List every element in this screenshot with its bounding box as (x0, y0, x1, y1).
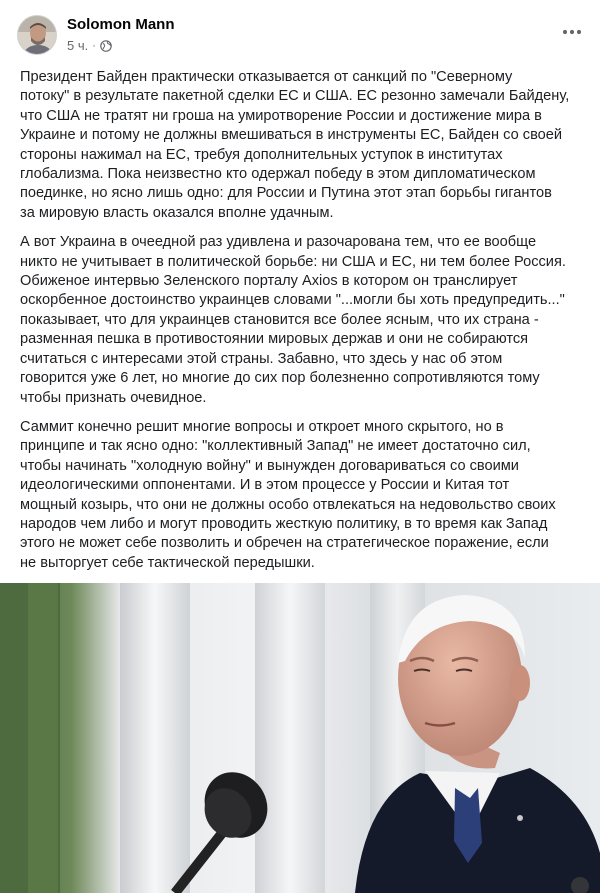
post-photo[interactable] (0, 583, 600, 893)
post-meta (67, 38, 112, 53)
post-text (20, 68, 592, 583)
post-header (0, 0, 600, 68)
author-name[interactable]: Solomon Mann (67, 16, 175, 33)
post-time[interactable]: 5 ч. (67, 38, 89, 53)
post-paragraph-1: Президент Байден практически отказывается от санкций по "Северному потоку" в результате пакетной сделки ЕС и США. ЕС резонно замечали Байдену, что США не тратят ни гроша на умиротворение России и достижение мира в Украине и потому не должны вмешиваться в инструменты ЕС, Байден со своей стороны нажимал на ЕС, требуя дополнительных уступок в институтах глобализма. Пока неизвестно кто одержал победу в этом дипломатическом поединке, но ясно лишь одно: для России и Путина этот этап борьбы гигантов за мировую власть оказался вполне удачным. (20, 69, 570, 221)
post-paragraph-3: Саммит конечно решит многие вопросы и откроет много скрытого, но в принципе и так ясно одно: "коллективный Запад" не имеет достаточно сил, чтобы начинать "холодную войну" и вынужден договариваться со своими идеологическими оппонентами. И в этом процессе у России и Китая тот мощный козырь, что они не должны особо отвлекаться на недовольство своих народов чем либо и могут проводить жесткую политику, в то время как Запад этого не может себе позволить и обречен на стратегическое поражение, если не выторгует себе тактической передышки. (20, 418, 556, 571)
avatar[interactable] (17, 15, 57, 55)
more-options-button[interactable] (558, 20, 586, 44)
globe-icon (100, 40, 112, 52)
meta-separator: · (92, 39, 96, 52)
more-icon (562, 29, 582, 35)
post-paragraph-2: А вот Украина в очеедной раз удивлена и разочарована тем, что ее вообще никто не учитывает в политической борьбе: ни США и ЕС, ни тем более Россия. Обиженое интервью Зеленского порталу Axios в котором он транслирует оскорбенное достоинство украинцев словами "...могли бы хоть предупредить..." показывает, что для украинцев становится все более ясным, что их страна - разменная пешка в противостоянии мировых держав и они не собираются считаться с интересами этой страны. Забавно, что здесь у нас об этом говорится уже 6 лет, но многие до сих пор болезненно сопротивляются тому чтобы признать очевидное. (20, 234, 566, 406)
